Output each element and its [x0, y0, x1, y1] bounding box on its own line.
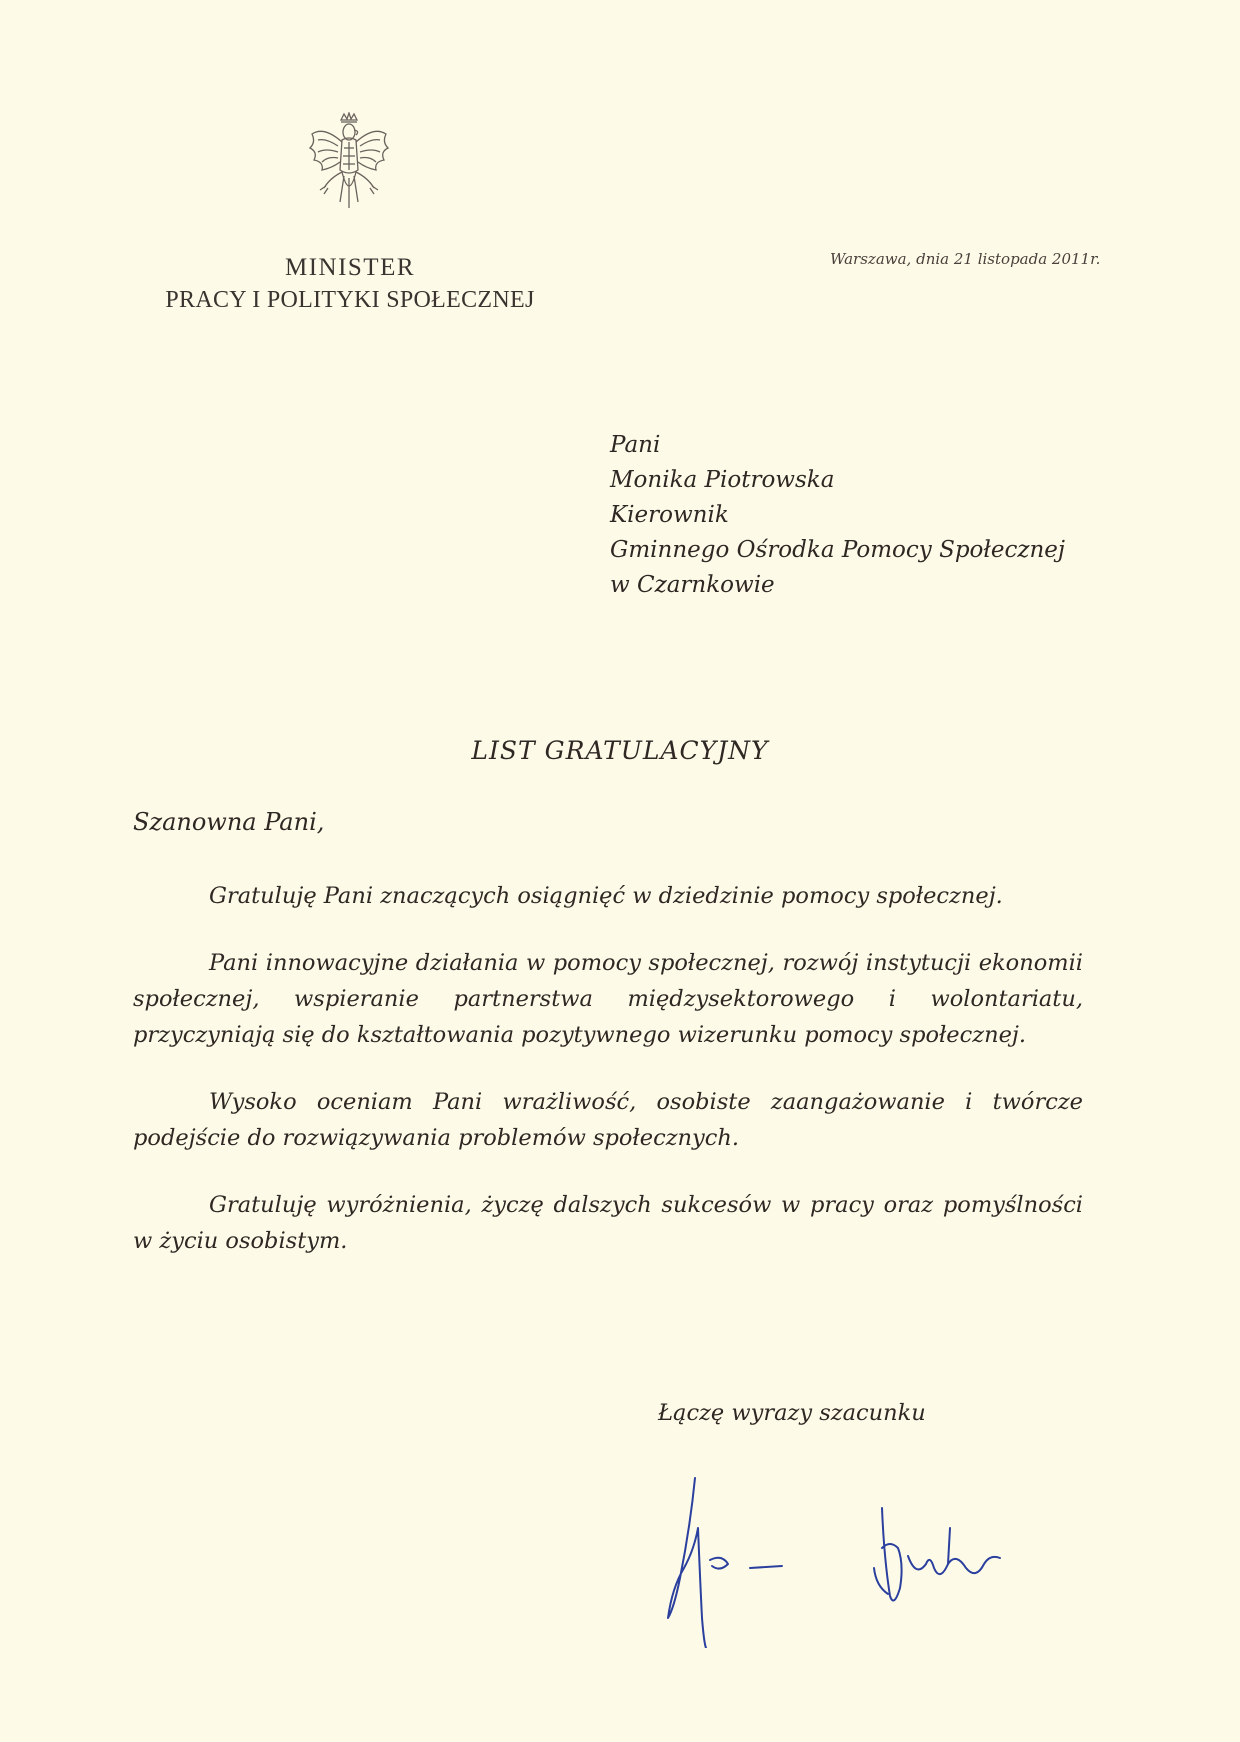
polish-eagle-emblem-icon	[306, 112, 392, 216]
recipient-line: Gminnego Ośrodka Pomocy Społecznej	[610, 537, 1066, 563]
salutation: Szanowna Pani,	[133, 808, 325, 836]
recipient-line: Monika Piotrowska	[610, 467, 835, 493]
letterhead	[100, 252, 600, 316]
recipient-line: w Czarnkowie	[610, 572, 775, 598]
closing-phrase: Łączę wyrazy szacunku	[658, 1400, 926, 1426]
letterhead-title: MINISTER	[284, 254, 416, 281]
recipient-address	[610, 428, 1065, 603]
handwritten-signature	[650, 1468, 1080, 1648]
letterhead-ministry: PRACY I POLITYKI SPOŁECZNEJ	[165, 287, 535, 313]
letter-date: Warszawa, dnia 21 listopada 2011r.	[830, 250, 1101, 268]
body-paragraph: Gratuluję wyróżnienia, życzę dalszych sukcesów w pracy oraz pomyślności w życiu osobistym.	[133, 1192, 1083, 1254]
letter-title: LIST GRATULACYJNY	[471, 736, 769, 765]
body-paragraph: Gratuluję Pani znaczących osiągnięć w dziedzinie pomocy społecznej.	[209, 883, 1003, 909]
body-paragraph: Pani innowacyjne działania w pomocy społecznej, rozwój instytucji ekonomii społecznej, wspieranie partnerstwa międzysektorowego i wolontariatu, przyczyniają się do kształtowania pozytywnego wizerunku pomocy społecznej.	[133, 950, 1083, 1048]
recipient-line: Kierownik	[610, 502, 729, 528]
recipient-line: Pani	[610, 432, 661, 458]
letter-body	[133, 878, 1083, 1290]
body-paragraph: Wysoko oceniam Pani wrażliwość, osobiste zaangażowanie i twórcze podejście do rozwiązywania problemów społecznych.	[133, 1089, 1083, 1151]
